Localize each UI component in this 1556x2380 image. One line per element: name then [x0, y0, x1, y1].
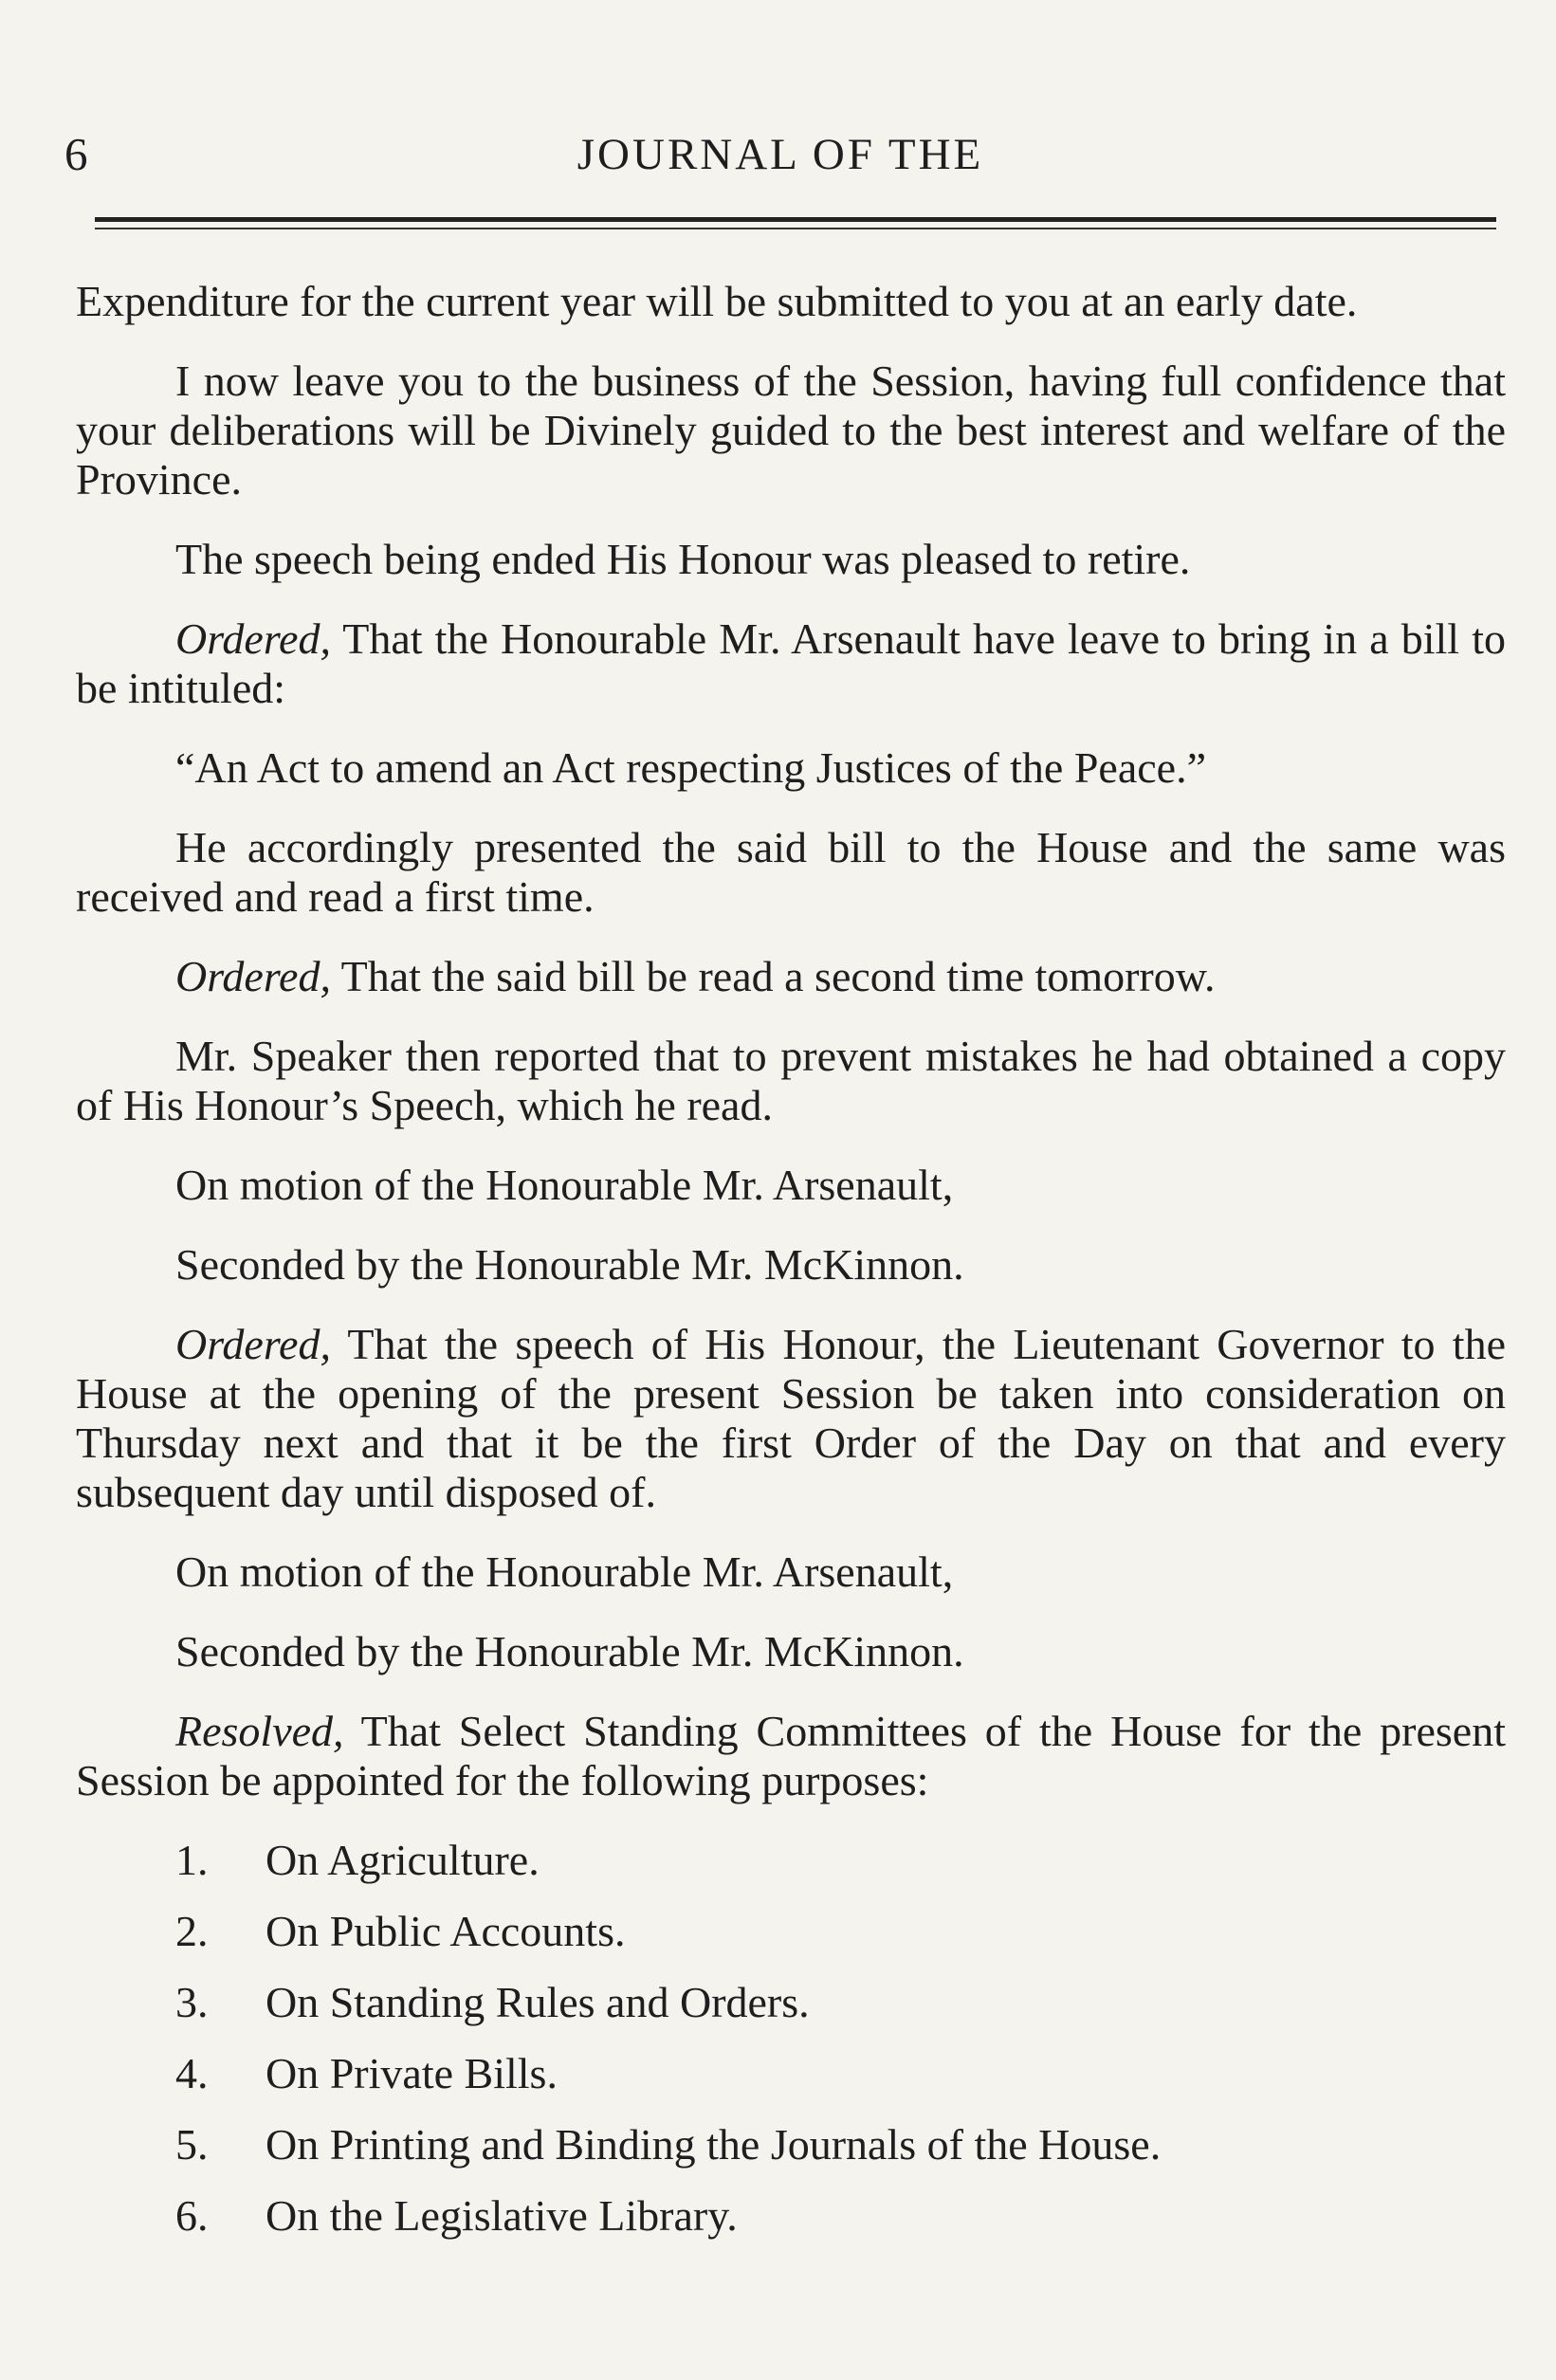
list-item — [175, 2049, 1506, 2098]
list-item — [175, 1978, 1506, 2027]
list-item-number: 2. — [175, 1907, 209, 1955]
list-item-text: On Printing and Binding the Journals of the House. — [265, 2120, 1162, 2169]
paragraph-ordered-speech-consideration — [76, 1320, 1506, 1517]
page-number: 6 — [64, 128, 88, 180]
ordered-label: Ordered, — [175, 1320, 331, 1368]
list-item-text: On the Legislative Library. — [265, 2191, 738, 2240]
list-item-number: 5. — [175, 2120, 209, 2169]
list-item — [175, 2120, 1506, 2169]
running-head: JOURNAL OF THE — [577, 130, 984, 179]
paragraph-motion: On motion of the Honourable Mr. Arsenault, — [175, 1161, 954, 1209]
paragraph-resolved-committees — [76, 1707, 1506, 1805]
paragraph-seconded: Seconded by the Honourable Mr. McKinnon. — [175, 1240, 964, 1289]
ordered-text: That the Honourable Mr. Arsenault have leave to bring in a bill to be intituled: — [76, 614, 1506, 712]
paragraph-ordered-second-reading — [76, 952, 1506, 1001]
resolved-text: That Select Standing Committees of the House for the present Session be appointed for the following purposes: — [76, 1707, 1506, 1804]
bill-title: “An Act to amend an Act respecting Justices of the Peace.” — [175, 743, 1207, 792]
list-item-number: 3. — [175, 1978, 209, 2026]
list-item-number: 1. — [175, 1836, 209, 1884]
paragraph-motion: On motion of the Honourable Mr. Arsenault, — [175, 1547, 954, 1596]
paragraph-bill-presented: He accordingly presented the said bill to the House and the same was received and read a first time. — [76, 823, 1506, 921]
paragraph-ordered-leave-bill — [76, 614, 1506, 713]
list-item — [175, 1907, 1506, 1956]
paragraph-expenditure: Expenditure for the current year will be submitted to you at an early date. — [76, 277, 1358, 325]
paragraph-leave-session: I now leave you to the business of the Session, having full confidence that your deliberations will be Divinely guided to the best interest and welfare of the Province. — [76, 357, 1506, 503]
list-item-number: 4. — [175, 2049, 209, 2097]
list-item — [175, 1836, 1506, 1885]
resolved-label: Resolved, — [175, 1707, 344, 1755]
list-item-text: On Private Bills. — [265, 2049, 558, 2097]
paragraph-speaker-report: Mr. Speaker then reported that to prevent mistakes he had obtained a copy of His Honour’s Speech, which he read. — [76, 1032, 1506, 1129]
header-rule-thick — [95, 217, 1496, 222]
paragraph-speech-ended: The speech being ended His Honour was pleased to retire. — [175, 535, 1191, 583]
list-item-text: On Standing Rules and Orders. — [265, 1978, 810, 2026]
journal-body — [76, 277, 1506, 2262]
list-item-text: On Public Accounts. — [265, 1907, 626, 1955]
committee-list — [76, 1836, 1506, 2241]
list-item-text: On Agriculture. — [265, 1836, 540, 1884]
ordered-label: Ordered, — [175, 614, 331, 663]
ordered-text: That the said bill be read a second time tomorrow. — [330, 952, 1216, 1000]
list-item-number: 6. — [175, 2191, 209, 2240]
header-rule-thin — [95, 228, 1496, 229]
paragraph-seconded: Seconded by the Honourable Mr. McKinnon. — [175, 1627, 964, 1675]
ordered-label: Ordered, — [175, 952, 331, 1000]
ordered-text: That the speech of His Honour, the Lieutenant Governor to the House at the opening of the present Session be taken into consideration on Thursday next and that it be the first Order of the Day on that and every subsequent day until disposed of. — [76, 1320, 1506, 1516]
list-item — [175, 2191, 1506, 2241]
page-header — [64, 121, 1496, 188]
